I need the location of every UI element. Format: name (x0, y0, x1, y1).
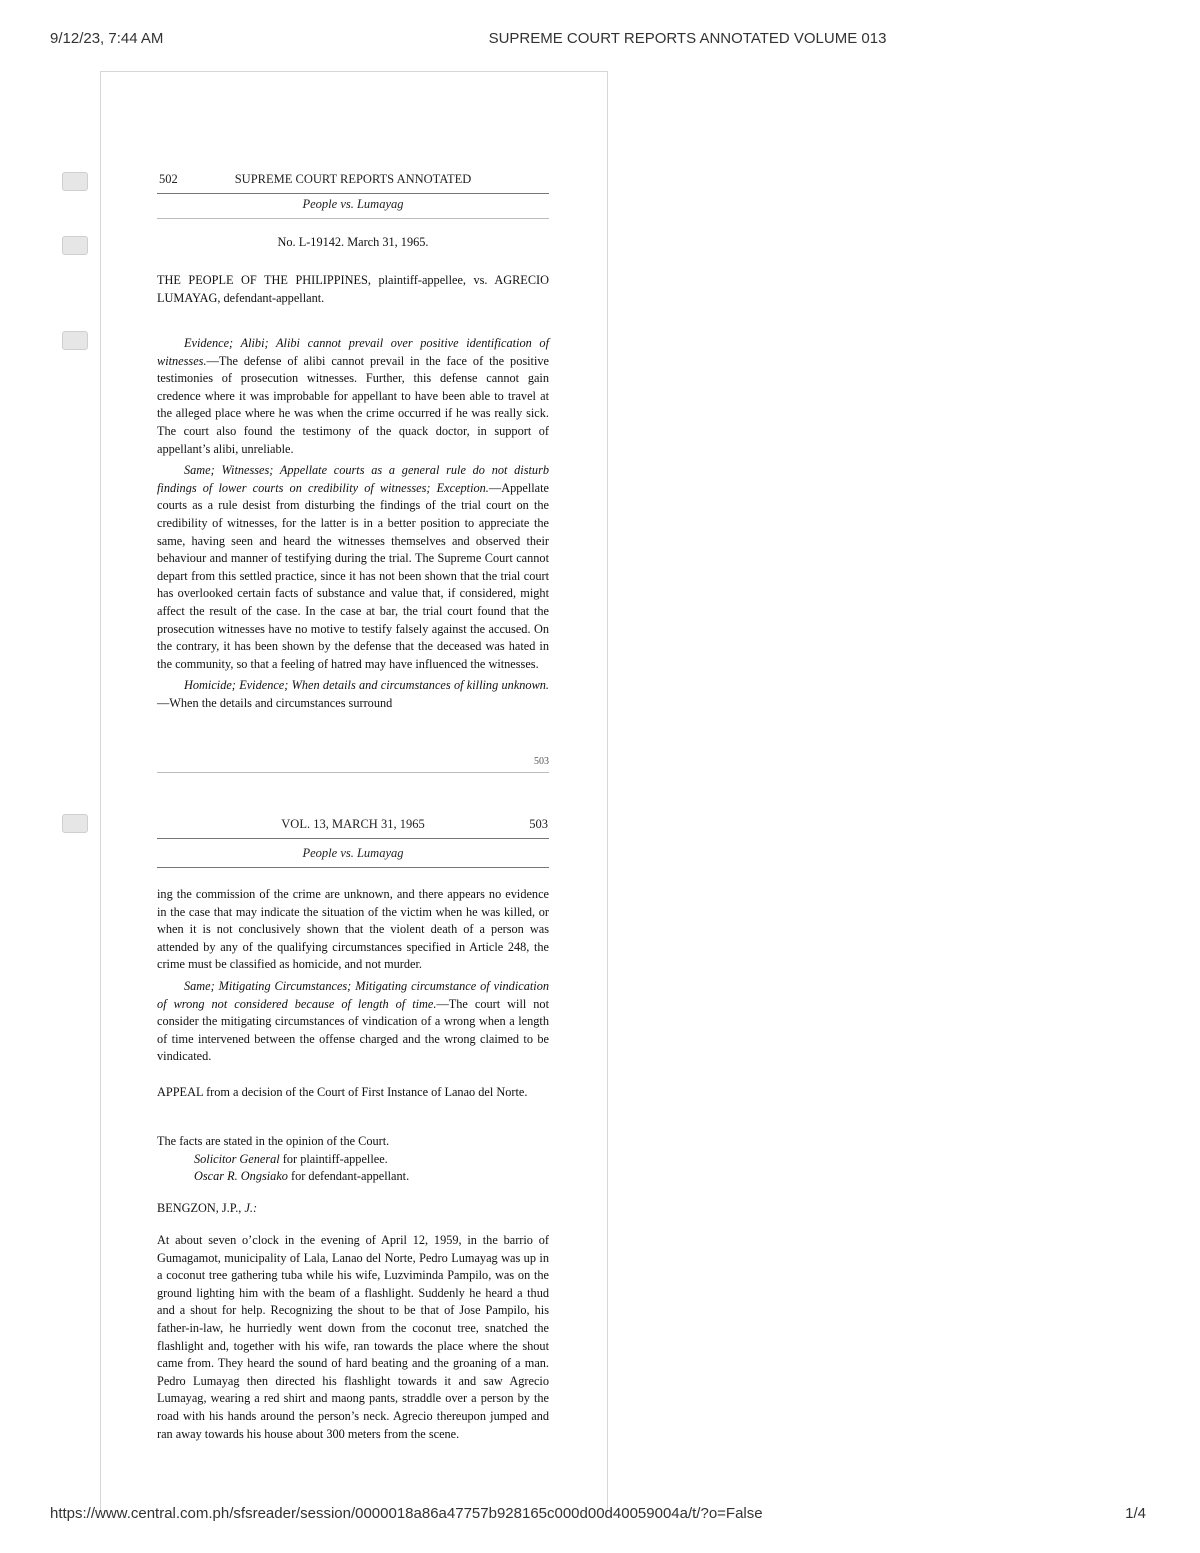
print-url: https://www.central.com.ph/sfsreader/session/0000018a86a47757b928165c000d00d40059004a/t/?o=False (50, 1505, 763, 1522)
header-rule (157, 838, 549, 839)
docket (157, 234, 549, 252)
syllabus-continuation: ing the commission of the crime are unknown, and there appears no evidence in the case that may indicate the situation of the victim when he was killed, or when it is not conclusively shown that the violent death of a person was attended by any of the qualifying circumstances specified in Article 248, the crime must be classified as homicide, and not murder. (157, 887, 549, 972)
syllabus-heading: Homicide; Evidence; When details and circumstances of killing unknown. (184, 678, 549, 693)
counsel-name: Oscar R. Ongsiako (194, 1169, 288, 1184)
syllabus-text: —When the details and circumstances surround (157, 695, 393, 710)
appeal-note: APPEAL from a decision of the Court of First Instance of Lanao del Norte. (157, 1085, 528, 1099)
running-title: SUPREME COURT REPORTS ANNOTATED (234, 172, 472, 186)
case-title: People vs. Lumayag (302, 197, 404, 211)
counsel-line (157, 1168, 549, 1186)
syllabus-heading: Same; Witnesses; Appellate courts as a general rule do not disturb findings of lower courts on credibility of witnesses; Exception. (157, 463, 549, 495)
parties: THE PEOPLE OF THE PHILIPPINES, plaintiff-appellee, vs. AGRECIO LUMAYAG, defendant-appellant. (157, 273, 549, 305)
case-title: People vs. Lumayag (302, 846, 404, 860)
print-footer (50, 1505, 1150, 1525)
next-page-marker: 503 (534, 756, 549, 767)
ponente-block (157, 1200, 549, 1218)
syllabus-heading: Same; Mitigating Circumstances; Mitigating circumstance of vindication of wrong not considered because of length of time. (157, 978, 549, 1011)
syllabus-text: —The defense of alibi cannot prevail in the face of the positive testimonies of prosecution witnesses. Further, this defense cannot gain credence where it was improbable for appellant to have been able to travel at the alleged place where he was when the crime occurred if he was really sick. The court also found the testimony of the quack doctor, in support of appellant’s alibi, unreliable. (157, 353, 549, 456)
page-break-rule (157, 772, 549, 773)
print-title: SUPREME COURT REPORTS ANNOTATED VOLUME 013 (488, 30, 887, 47)
subheader-rule (157, 867, 549, 868)
syllabus-continued (157, 886, 549, 1066)
running-header (157, 817, 549, 835)
parties-block (157, 272, 549, 307)
bookmark-marker[interactable] (62, 236, 88, 255)
counsel-block (157, 1133, 549, 1186)
bookmark-marker[interactable] (62, 814, 88, 833)
syllabus-text: —The court will not consider the mitigating circumstances of vindication of a wrong when a length of time intervened between the offense charged and the wrong claimed to be vindicated. (157, 996, 549, 1064)
appeal-block (157, 1084, 549, 1102)
syllabus-paragraph (157, 978, 549, 1066)
ponente-suffix: J.: (244, 1201, 258, 1215)
subheader-rule (157, 218, 549, 219)
running-header (157, 172, 549, 190)
ponente (157, 1200, 549, 1218)
running-title: VOL. 13, MARCH 31, 1965 (281, 817, 425, 831)
syllabus-paragraph (157, 335, 549, 458)
counsel-role: for defendant-appellant. (287, 1169, 410, 1184)
opinion-paragraph: At about seven o’clock in the evening of April 12, 1959, in the barrio of Gumagamot, municipality of Lala, Lanao del Norte, Pedro Lumayag was up in a coconut tree gathering tuba while his wife, Luzviminda Pampilo, was on the ground lighting him with the beam of a flashlight. Suddenly he heard a thud and a shout for help. Recognizing the shout to be that of Jose Pampilo, his father-in-law, he hurriedly went down from the coconut tree, snatched the flashlight and, together with his wife, ran towards the place where the shout came from. They heard the sound of hard beating and the groaning of a man. Pedro Lumayag then directed his flashlight towards it and saw Agrecio Lumayag, wearing a red shirt and maong pants, straddle over a person by the road with his hands around the person’s neck. Agrecio thereupon jumped and ran away towards his house about 300 meters from the scene. (157, 1233, 549, 1441)
facts-note: The facts are stated in the opinion of the Court. (157, 1134, 390, 1148)
bookmark-marker[interactable] (62, 331, 88, 350)
counsel-line (157, 1151, 549, 1169)
page-number: 503 (529, 817, 548, 831)
syllabus-paragraph (157, 677, 549, 712)
bookmark-marker[interactable] (62, 172, 88, 191)
counsel-name: Solicitor General (194, 1151, 280, 1166)
page-number: 502 (159, 172, 178, 186)
opinion-block (157, 1232, 549, 1443)
print-header (50, 30, 1150, 50)
counsel-role: for plaintiff-appellee. (279, 1151, 388, 1166)
syllabus-text: —Appellate courts as a rule desist from disturbing the findings of the trial court on the credibility of witnesses, for the latter is in a better position to appreciate the same, having seen and heard the witnesses themselves and observed their behaviour and manner of testifying during the trial. The Supreme Court cannot depart from this settled practice, since it has not been shown that the trial court has overlooked certain facts of substance and value that, if considered, might affect the result of the case. In the case at bar, the trial court found that the prosecution witnesses have no motive to testify falsely against the accused. On the contrary, it has been shown by the defense that the deceased was hated in the community, so that a feeling of hatred may have influenced the witnesses. (157, 480, 549, 671)
print-page-count: 1/4 (1125, 1505, 1146, 1522)
docket-number: No. L-19142. March 31, 1965. (277, 235, 429, 249)
header-rule (157, 193, 549, 194)
syllabus-heading: Evidence; Alibi; Alibi cannot prevail over positive identification of witnesses. (157, 336, 549, 368)
ponente-name: BENGZON, J.P., (157, 1201, 245, 1215)
print-datetime: 9/12/23, 7:44 AM (50, 30, 164, 47)
syllabus (157, 335, 549, 712)
syllabus-paragraph (157, 462, 549, 673)
